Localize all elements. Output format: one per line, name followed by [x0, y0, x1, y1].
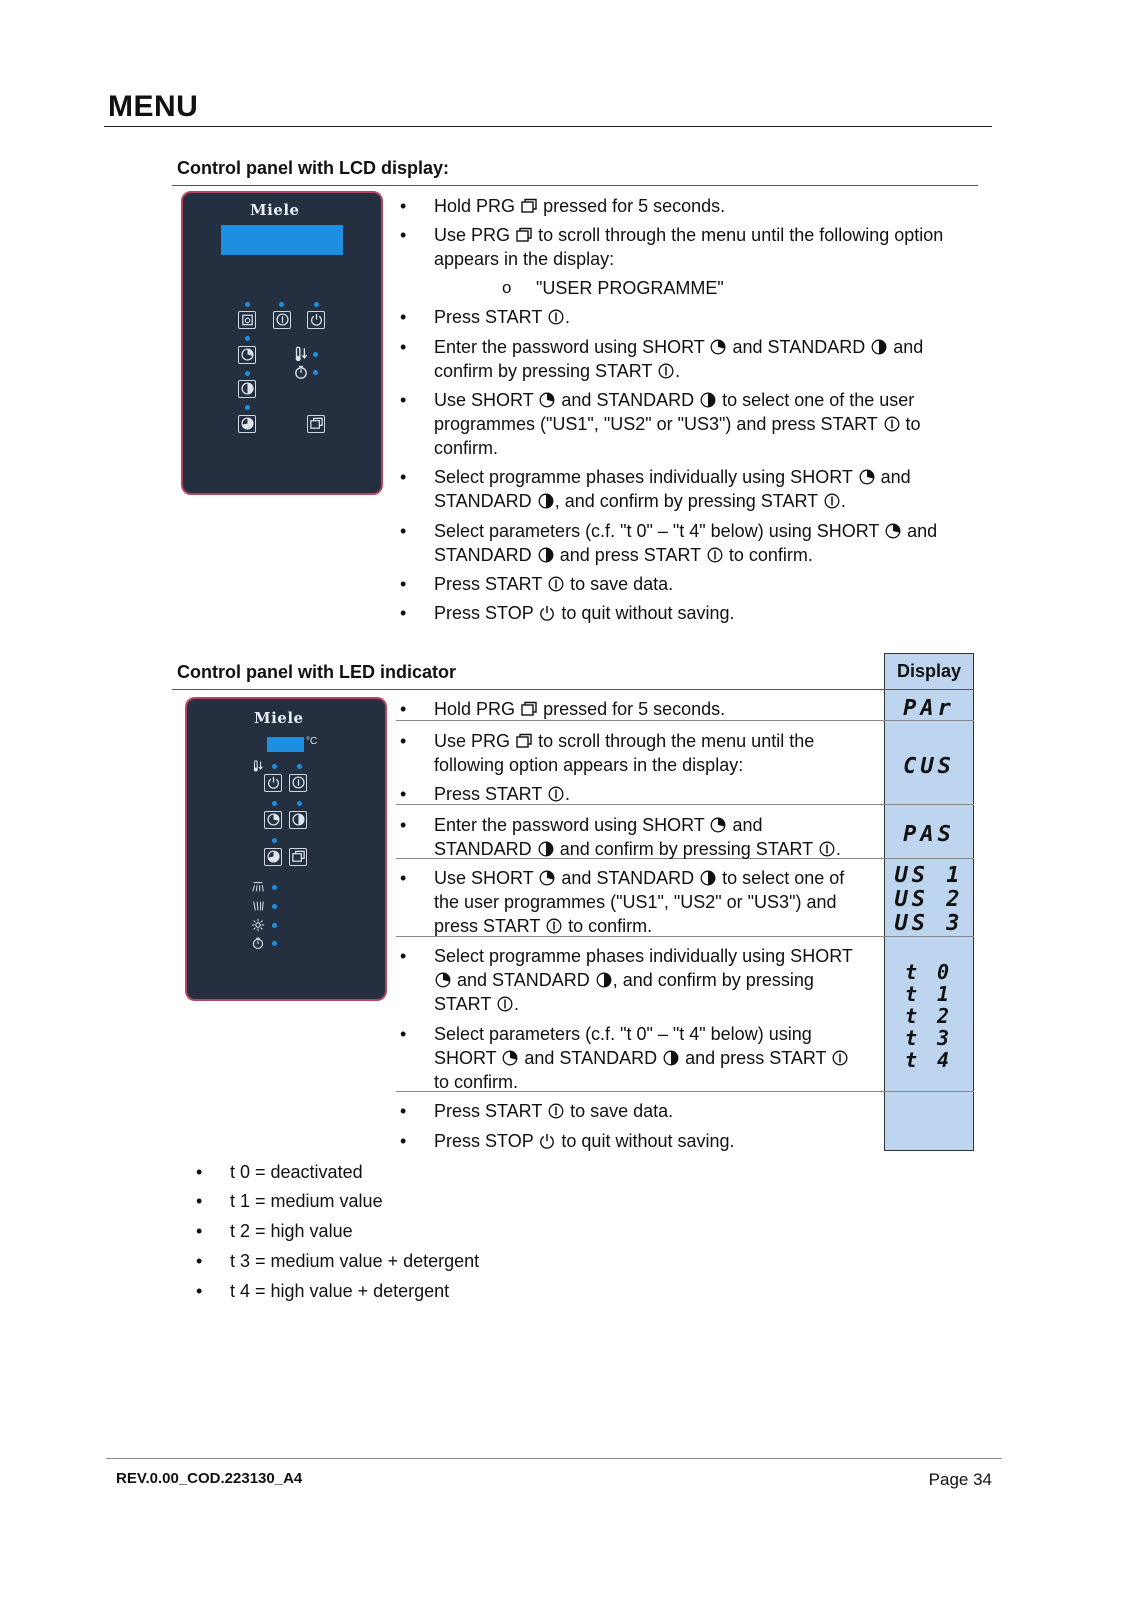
panel-prg-icon: [307, 415, 325, 433]
miele-logo: Miele: [250, 201, 300, 219]
panel-standard-icon: [238, 380, 256, 398]
display-code-pas: PAS: [903, 822, 955, 847]
start-icon: [497, 996, 513, 1012]
short-icon: [539, 392, 555, 408]
section-lcd-heading: Control panel with LCD display:: [177, 158, 450, 178]
prg-icon: [521, 701, 537, 717]
panel-standard-icon: [289, 811, 307, 829]
lcd-step-password: • Enter the password using SHORT and STANDARD and confirm by pressing START .: [396, 335, 1014, 383]
panel-temp-icon: [292, 345, 310, 363]
short-icon: [885, 523, 901, 539]
panel-start-icon: [273, 311, 291, 329]
lcd-step-press-start: • Press START .: [396, 305, 570, 329]
document-code: REV.0.00_COD.223130_A4: [116, 1470, 303, 1487]
lcd-step-select-parameters: • Select parameters (c.f. "t 0" – "t 4" below) using SHORT and STANDARD and press START to confirm.: [396, 519, 1014, 567]
panel-long-icon: [238, 415, 256, 433]
led-dot: [272, 801, 277, 806]
led-dot: [245, 302, 250, 307]
panel-stop-icon: [307, 311, 325, 329]
section-lcd-rule: [172, 185, 978, 186]
start-icon: [548, 1103, 564, 1119]
display-code-us2: US 2: [894, 887, 964, 912]
display-code-t1: t 1: [904, 982, 954, 1006]
start-icon: [832, 1050, 848, 1066]
led-step-hold-prg: • Hold PRG pressed for 5 seconds.: [396, 697, 725, 721]
page-title: MENU: [108, 90, 199, 123]
title-rule: [104, 126, 992, 127]
start-icon: [548, 576, 564, 592]
led-step-save: • Press START to save data.: [396, 1099, 673, 1123]
led-dot: [245, 371, 250, 376]
panel-short-icon: [264, 811, 282, 829]
prg-icon: [516, 227, 532, 243]
prg-icon: [521, 198, 537, 214]
stop-icon: [539, 1133, 555, 1149]
panel-spray-icon: [251, 880, 265, 894]
panel-start-icon: [289, 774, 307, 792]
prg-icon: [516, 733, 532, 749]
led-dot: [313, 352, 318, 357]
led-step-quit: • Press STOP to quit without saving.: [396, 1129, 735, 1153]
led-dot: [245, 405, 250, 410]
lcd-substep-user-programme: o "USER PROGRAMME": [502, 276, 724, 300]
short-icon: [539, 870, 555, 886]
panel-long-icon: [264, 848, 282, 866]
legend-item: • t 2 = high value: [192, 1219, 353, 1243]
standard-icon: [538, 547, 554, 563]
led-dot: [245, 336, 250, 341]
start-icon: [707, 547, 723, 563]
start-icon: [658, 363, 674, 379]
standard-icon: [700, 870, 716, 886]
display-code-par: PAr: [903, 696, 955, 721]
standard-icon: [596, 972, 612, 988]
led-dot: [297, 801, 302, 806]
start-icon: [824, 493, 840, 509]
lcd-control-panel: [181, 191, 383, 495]
lcd-step-quit: • Press STOP to quit without saving.: [396, 601, 735, 625]
led-step-scroll: • Use PRG to scroll through the menu until the following option appears in the display:: [396, 729, 904, 777]
lcd-step-save: • Press START to save data.: [396, 572, 673, 596]
legend-item: • t 1 = medium value: [192, 1189, 383, 1213]
led-dot: [314, 302, 319, 307]
display-code-t2: t 2: [904, 1004, 954, 1028]
standard-icon: [871, 339, 887, 355]
standard-icon: [538, 493, 554, 509]
display-code-us1: US 1: [894, 863, 964, 888]
panel-short-icon: [238, 346, 256, 364]
led-dot: [279, 302, 284, 307]
legend-item: • t 0 = deactivated: [192, 1160, 363, 1184]
panel-rinse-icon: [251, 899, 265, 913]
led-dot: [272, 838, 277, 843]
led-dot: [272, 941, 277, 946]
standard-icon: [700, 392, 716, 408]
led-dot: [313, 370, 318, 375]
start-icon: [548, 309, 564, 325]
led-control-panel: [185, 697, 387, 1001]
led-step-select-parameters: • Select parameters (c.f. "t 0" – "t 4" below) using SHORT and STANDARD and press START to confirm.: [396, 1022, 914, 1094]
display-code-us3: US 3: [894, 911, 964, 936]
lcd-step-select-user-programme: • Use SHORT and STANDARD to select one of the user programmes ("US1", "US2" or "US3") and press START to confirm.: [396, 388, 1014, 460]
lcd-step-select-phases: • Select programme phases individually using SHORT and STANDARD , and confirm by pressing START .: [396, 465, 1014, 513]
led-dot: [272, 764, 277, 769]
celsius-label: °C: [306, 736, 318, 747]
short-icon: [710, 339, 726, 355]
short-icon: [859, 469, 875, 485]
led-step-select-user-programme: • Use SHORT and STANDARD to select one of the user programmes ("US1", "US2" or "US3") and press START to confirm.: [396, 866, 914, 938]
display-code-cus: CUS: [903, 754, 955, 779]
standard-icon: [538, 841, 554, 857]
display-column-heading: Display: [896, 661, 962, 681]
start-icon: [548, 786, 564, 802]
section-led-heading: Control panel with LED indicator: [177, 662, 456, 682]
short-icon: [710, 817, 726, 833]
legend-item: • t 4 = high value + detergent: [192, 1279, 449, 1303]
panel-bag-icon: [238, 311, 256, 329]
led-heading-rule: [172, 689, 974, 690]
panel-stop-icon: [264, 774, 282, 792]
panel-timer-icon: [293, 364, 309, 380]
start-icon: [546, 918, 562, 934]
led-step-select-phases: • Select programme phases individually using SHORT and STANDARD , and confirm by pressing START .: [396, 944, 914, 1016]
footer-rule: [106, 1458, 1002, 1459]
legend-item: • t 3 = medium value + detergent: [192, 1249, 479, 1273]
standard-icon: [663, 1050, 679, 1066]
led-dot: [272, 885, 277, 890]
display-code-t0: t 0: [904, 960, 954, 984]
led-dot: [272, 923, 277, 928]
lcd-step-scroll: • Use PRG to scroll through the menu until the following option appears in the display:: [396, 223, 1014, 271]
led-dot: [272, 904, 277, 909]
lcd-step-hold-prg: • Hold PRG pressed for 5 seconds.: [396, 194, 725, 218]
display-code-t4: t 4: [904, 1048, 954, 1072]
stop-icon: [539, 605, 555, 621]
lcd-screen: [221, 225, 343, 255]
page-number: Page 34: [928, 1470, 992, 1489]
panel-prg-icon: [289, 848, 307, 866]
panel-dry-icon: [251, 918, 265, 932]
led-step-press-start: • Press START .: [396, 782, 570, 806]
led-screen: [267, 737, 304, 752]
led-dot: [297, 764, 302, 769]
start-icon: [819, 841, 835, 857]
panel-temp-icon: [251, 759, 265, 773]
panel-timer-icon: [251, 936, 265, 950]
start-icon: [884, 416, 900, 432]
short-icon: [435, 972, 451, 988]
display-code-t3: t 3: [904, 1026, 954, 1050]
miele-logo: Miele: [254, 709, 304, 727]
short-icon: [502, 1050, 518, 1066]
led-step-password: • Enter the password using SHORT and STANDARD and confirm by pressing START .: [396, 813, 914, 861]
